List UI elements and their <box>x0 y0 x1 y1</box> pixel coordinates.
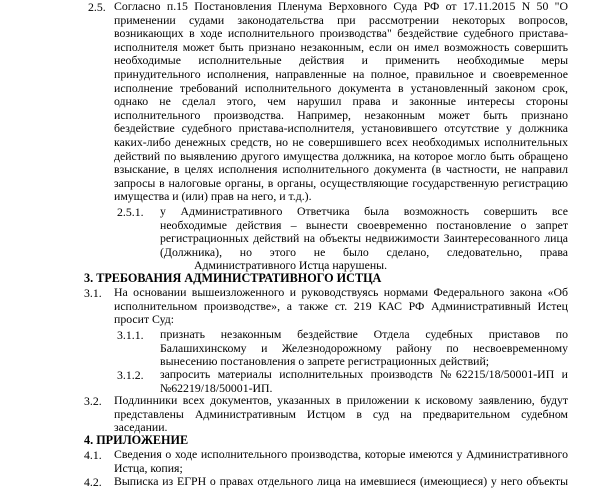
text-line: исполнительного производства. Например, незаконным может быть признано <box>114 107 568 122</box>
text-line: возникающих в ходе исполнительного производства" бездействие судебного пристава- <box>114 26 568 41</box>
text-line: запросить материалы исполнительных производств №62215/18/50001-ИП и <box>160 367 568 381</box>
text-line: каких-либо денежных средств, но не совершившего всех необходимых исполнительных <box>114 134 568 149</box>
clause-text <box>114 475 568 489</box>
text-line: имущества и (или) прав на него, и т.д.). <box>114 189 312 204</box>
clause-text <box>160 205 568 273</box>
clause-number: 4.2. <box>84 475 102 489</box>
text-line: Сведения о ходе исполнительного производства, которые имеются у Административного <box>114 447 568 461</box>
clause-number: 2.5. <box>88 0 106 14</box>
text-line: однако не сделал этого, чем нарушил права и законные интересы стороны <box>114 94 568 109</box>
text-line: вынесению постановления о запрете регистрационных действий; <box>160 354 490 369</box>
clause-text <box>114 448 568 475</box>
clause-number: 4.1. <box>84 448 102 462</box>
text-line: заседании. <box>114 420 168 435</box>
text-line: необходимые исполнительные действия и применить необходимые меры <box>114 53 568 68</box>
text-line: применении судами законодательства при рассмотрении некоторых вопросов, <box>114 12 568 27</box>
section-4-heading: 4. ПРИЛОЖЕНИЕ <box>84 433 189 447</box>
clause-text <box>160 368 568 395</box>
section-3-heading: 3. ТРЕБОВАНИЯ АДМИНИСТРАТИВНОГО ИСТЦА <box>84 271 382 285</box>
text-line: у Административного Ответчика была возможность совершить все <box>160 204 568 218</box>
text-line: (Должника), но этого не было сделано, следовательно, права <box>160 244 568 259</box>
text-line: действий по выявлению другого имущества должника, на которое могло быть обращено <box>114 148 568 163</box>
text-line: запросы в налоговые органы, в органы, осуществляющие государственную регистрацию <box>114 175 568 190</box>
text-line: Административного Истца нарушены. <box>194 258 388 273</box>
text-line: Выписка из ЕГРН о правах отдельного лица на имевшиеся (имеющиеся) у него объекты <box>114 474 568 488</box>
clause-text <box>114 0 568 204</box>
text-line: Подлинники всех документов, указанных в приложении к исковому заявлению, будут <box>114 393 568 407</box>
text-line: На основании вышеизложенного и руководствуясь нормами Федерального закона «Об <box>114 285 568 299</box>
text-line: регистрационных действий на объекты недвижимости Заинтересованного лица <box>160 231 568 246</box>
text-line: исполнителя может быть признано незаконным, если он имел возможность совершить <box>114 39 568 54</box>
text-line: №62219/18/50001-ИП. <box>160 380 273 395</box>
text-line: просит Суд: <box>114 312 175 327</box>
clause-number: 2.5.1. <box>117 205 144 219</box>
clause-text <box>160 328 568 369</box>
text-line: Истца, копия; <box>114 460 183 475</box>
clause-number: 3.1. <box>84 286 102 300</box>
text-line: необходимые действия – вынести своевременно постановление о запрет <box>160 217 568 232</box>
text-line: исполнительном производстве», а также ст. 219 КАС РФ Административный Истец <box>114 298 568 313</box>
clause-number: 3.1.1. <box>117 328 144 342</box>
clause-number: 3.2. <box>84 394 102 408</box>
text-line: исполнение требований исполнительного документа в установленный законом срок, <box>114 80 568 95</box>
text-line: признать незаконным бездействие Отдела судебных приставов по <box>160 327 568 341</box>
clause-number: 3.1.2. <box>117 368 144 382</box>
text-line: принудительного исполнения, направленные на полное, правильное и своевременное <box>114 66 568 81</box>
text-line: бездействие судебного пристава-исполнителя, установившего отсутствие у должника <box>114 121 568 136</box>
text-line: Согласно п.15 Постановления Пленума Верховного Суда РФ от 17.11.2015 N 50 "О <box>114 0 568 13</box>
text-line: представлены Административным Истцом в суд на предварительном судебном <box>114 406 568 421</box>
clause-text <box>114 286 568 327</box>
text-line: взыскание, в целях исполнения исполнительного документа (в частности, не направил <box>114 162 568 177</box>
clause-text <box>114 394 568 435</box>
text-line: Балашихинскому и Железнодорожному району по несвоевременному <box>160 340 568 355</box>
